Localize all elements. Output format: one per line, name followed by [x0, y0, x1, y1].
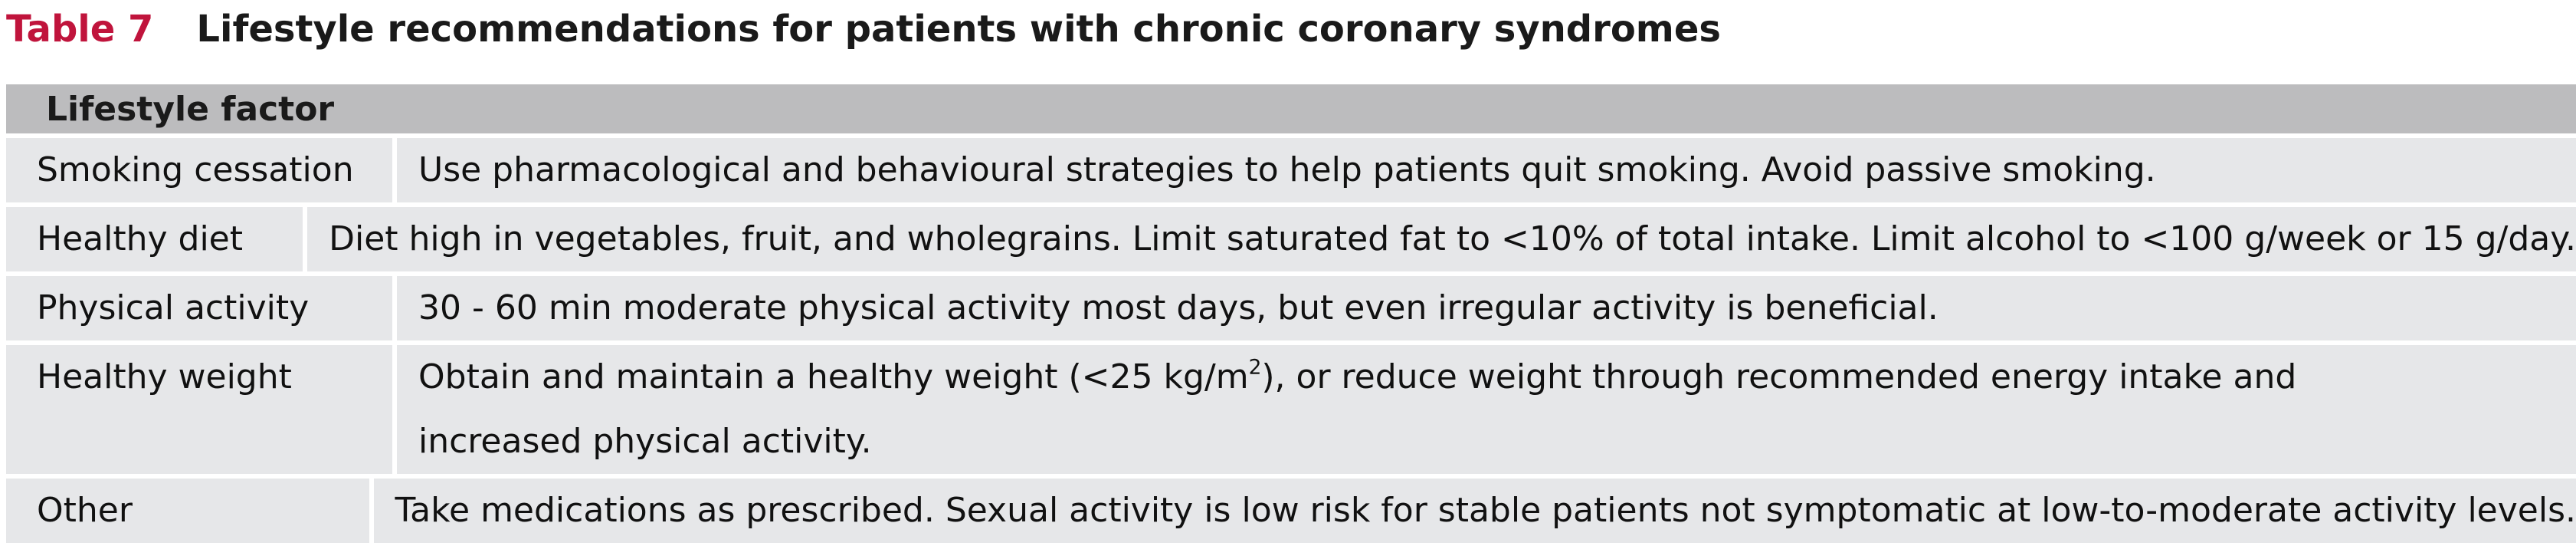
table-row: [6, 138, 2576, 202]
table-row: [6, 479, 2576, 543]
recommendation-text-start: Obtain and maintain a healthy weight (<25 kg/m: [418, 357, 1249, 396]
recommendation-cell: Take medications as prescribed. Sexual activity is low risk for stable patients not symptomatic at low-to-moderate activity levels.: [374, 479, 2576, 543]
table-label: Table 7: [6, 8, 154, 51]
table-caption: [6, 0, 1721, 58]
factor-cell: Other: [6, 479, 369, 543]
recommendation-text-end: ), or reduce weight through recommended energy intake and increased physical activity.: [418, 357, 2297, 461]
recommendation-cell: 30 - 60 min moderate physical activity most days, but even irregular activity is beneficial.: [397, 276, 2576, 340]
table-row: [6, 345, 2576, 474]
recommendation-cell: [397, 345, 2576, 474]
table-row: [6, 207, 2576, 271]
table-header: [6, 84, 2576, 133]
table-title: Lifestyle recommendations for patients with chronic coronary syndromes: [196, 8, 1721, 51]
recommendation-cell: Diet high in vegetables, fruit, and wholegrains. Limit saturated fat to <10% of total intake. Limit alcohol to <100 g/week or 15 g/day.: [307, 207, 2576, 271]
header-lifestyle-factor: Lifestyle factor: [46, 89, 335, 129]
superscript-exponent: 2: [1248, 355, 1262, 380]
table-row: [6, 276, 2576, 340]
recommendation-cell: Use pharmacological and behavioural strategies to help patients quit smoking. Avoid passive smoking.: [397, 138, 2576, 202]
lifestyle-table: [6, 84, 2576, 543]
factor-cell: Healthy diet: [6, 207, 303, 271]
factor-cell: Physical activity: [6, 276, 392, 340]
factor-cell: Healthy weight: [6, 345, 392, 474]
factor-cell: Smoking cessation: [6, 138, 392, 202]
